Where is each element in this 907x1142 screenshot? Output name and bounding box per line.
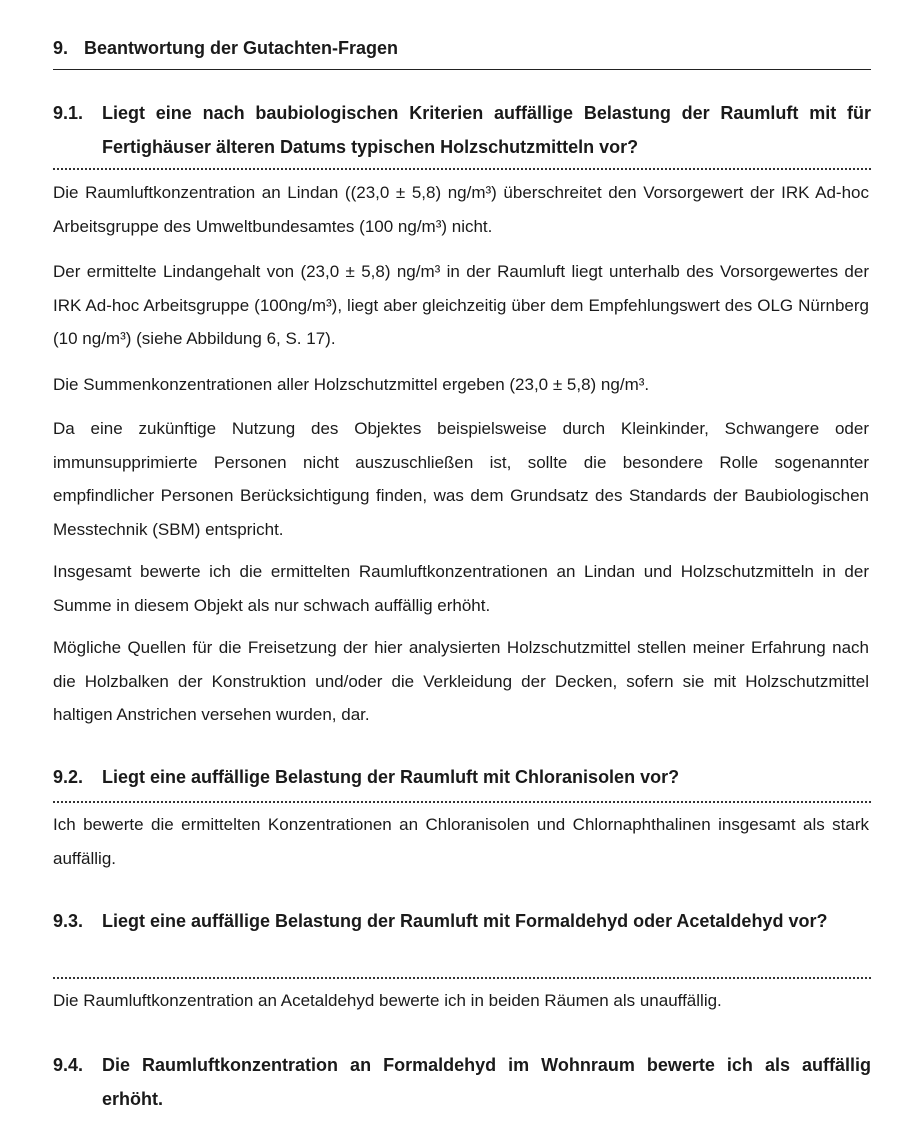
paragraph: Der ermittelte Lindangehalt von (23,0 ± 5,8) ng/m³ in der Raumluft liegt unterhalb des Vorsorgewertes der IRK Ad-hoc Arbeitsgruppe (100ng/m³), liegt aber gleichzeitig über dem Empfehlungswert des OLG Nürnberg (10 ng/m³) (siehe Abbildung 6, S. 17). — [53, 262, 869, 348]
question-title: Liegt eine auffällige Belastung der Raumluft mit Chloranisolen vor? — [102, 767, 680, 787]
question-number: 9.1. — [53, 103, 84, 123]
paragraph: Da eine zukünftige Nutzung des Objektes beispielsweise durch Kleinkinder, Schwangere oder immunsupprimierte Personen nicht auszuschließen ist, sollte die besondere Rolle sogenannter empfindlicher Personen Berücksichtigung finden, was dem Grundsatz des Standards der Baubiologischen Messtechnik (SBM) entspricht. — [53, 419, 869, 539]
question-heading-9-1 — [53, 96, 871, 164]
paragraph: Die Raumluftkonzentration an Acetaldehyd bewerte ich in beiden Räumen als unauffällig. — [53, 991, 722, 1010]
paragraph: Die Summenkonzentrationen aller Holzschutzmittel ergeben (23,0 ± 5,8) ng/m³. — [53, 375, 650, 394]
question-rule — [53, 977, 871, 979]
paragraph: Insgesamt bewerte ich die ermittelten Raumluftkonzentrationen an Lindan und Holzschutzmitteln in der Summe in diesem Objekt als nur schwach auffällig erhöht. — [53, 562, 869, 615]
question-rule — [53, 168, 871, 170]
question-heading-9-3 — [53, 904, 871, 938]
section-title: Beantwortung der Gutachten-Fragen — [84, 38, 399, 58]
section-number: 9. — [53, 38, 69, 58]
question-heading-9-2 — [53, 760, 871, 794]
question-title: Liegt eine auffällige Belastung der Raumluft mit Formaldehyd oder Acetaldehyd vor? — [102, 911, 828, 931]
question-heading-9-4 — [53, 1048, 871, 1116]
question-title: Die Raumluftkonzentration an Formaldehyd im Wohnraum bewerte ich als auffällig erhöht. — [102, 1055, 871, 1109]
question-number: 9.2. — [53, 767, 84, 787]
question-rule — [53, 801, 871, 803]
paragraph: Mögliche Quellen für die Freisetzung der hier analysierten Holzschutzmittel stellen meiner Erfahrung nach die Holzbalken der Konstruktion und/oder die Verkleidung der Decken, sofern sie mit Holzschutzmittel haltigen Anstrichen versehen wurden, dar. — [53, 638, 869, 724]
section-heading — [53, 36, 398, 60]
question-title: Liegt eine nach baubiologischen Kriterien auffällige Belastung der Raumluft mit für Fertighäuser älteren Datums typischen Holzschutzmitteln vor? — [102, 103, 871, 157]
question-number: 9.4. — [53, 1055, 84, 1075]
paragraph: Ich bewerte die ermittelten Konzentrationen an Chloranisolen und Chlornaphthalinen insgesamt als stark auffällig. — [53, 815, 869, 868]
paragraph: Die Raumluftkonzentration an Lindan ((23,0 ± 5,8) ng/m³) überschreitet den Vorsorgewert der IRK Ad-hoc Arbeitsgruppe des Umweltbundesamtes (100 ng/m³) nicht. — [53, 183, 869, 236]
question-number: 9.3. — [53, 911, 84, 931]
section-rule — [53, 69, 871, 70]
